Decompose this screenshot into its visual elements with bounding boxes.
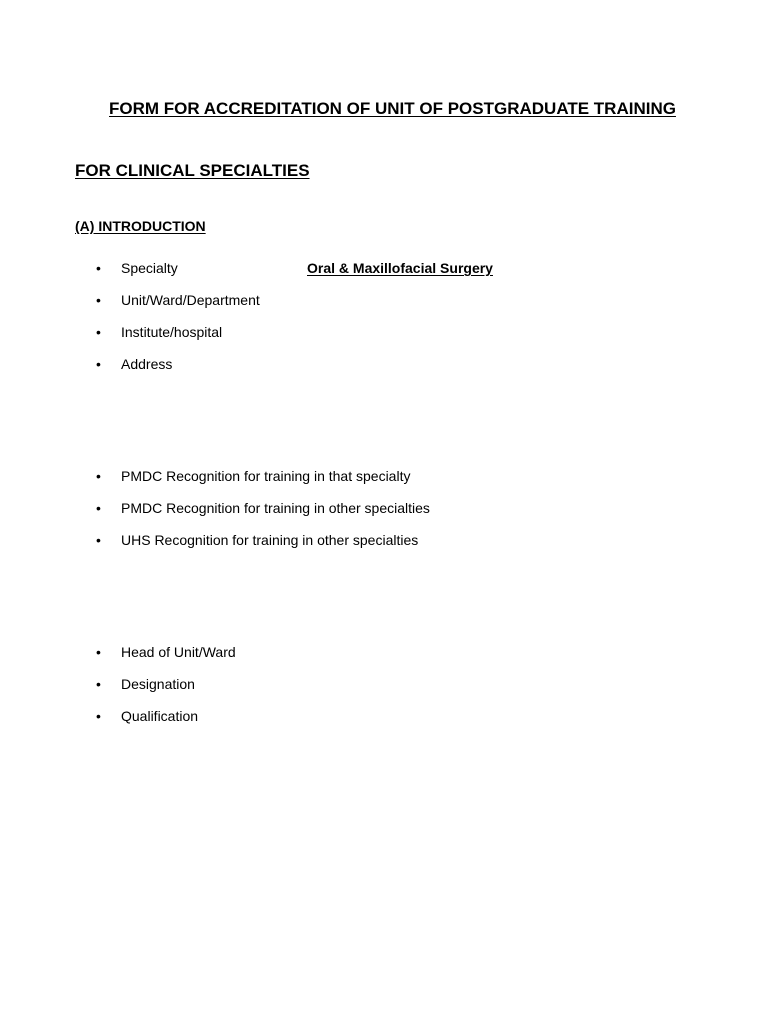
bullet-icon: • bbox=[96, 676, 101, 692]
item-label: Designation bbox=[121, 676, 195, 692]
bullet-icon: • bbox=[96, 468, 101, 484]
form-subtitle: FOR CLINICAL SPECIALTIES bbox=[75, 161, 310, 180]
item-label: Head of Unit/Ward bbox=[121, 644, 236, 660]
item-label: UHS Recognition for training in other specialties bbox=[121, 532, 419, 548]
item-label: PMDC Recognition for training in that specialty bbox=[121, 468, 411, 484]
bullet-icon: • bbox=[96, 260, 101, 276]
item-label: Institute/hospital bbox=[121, 324, 223, 340]
section-a-heading: (A) INTRODUCTION bbox=[75, 218, 206, 234]
bullet-icon: • bbox=[96, 356, 101, 372]
item-label: Address bbox=[121, 356, 173, 372]
form-title: FORM FOR ACCREDITATION OF UNIT OF POSTGRADUATE TRAINING bbox=[109, 99, 676, 118]
item-label: Specialty bbox=[121, 260, 178, 276]
item-label: PMDC Recognition for training in other specialties bbox=[121, 500, 430, 516]
bullet-icon: • bbox=[96, 644, 101, 660]
specialty-value: Oral & Maxillofacial Surgery bbox=[307, 260, 493, 276]
bullet-icon: • bbox=[96, 708, 101, 724]
item-label: Qualification bbox=[121, 708, 199, 724]
bullet-icon: • bbox=[96, 324, 101, 340]
bullet-icon: • bbox=[96, 292, 101, 308]
bullet-icon: • bbox=[96, 532, 101, 548]
bullet-icon: • bbox=[96, 500, 101, 516]
item-label: Unit/Ward/Department bbox=[121, 292, 260, 308]
